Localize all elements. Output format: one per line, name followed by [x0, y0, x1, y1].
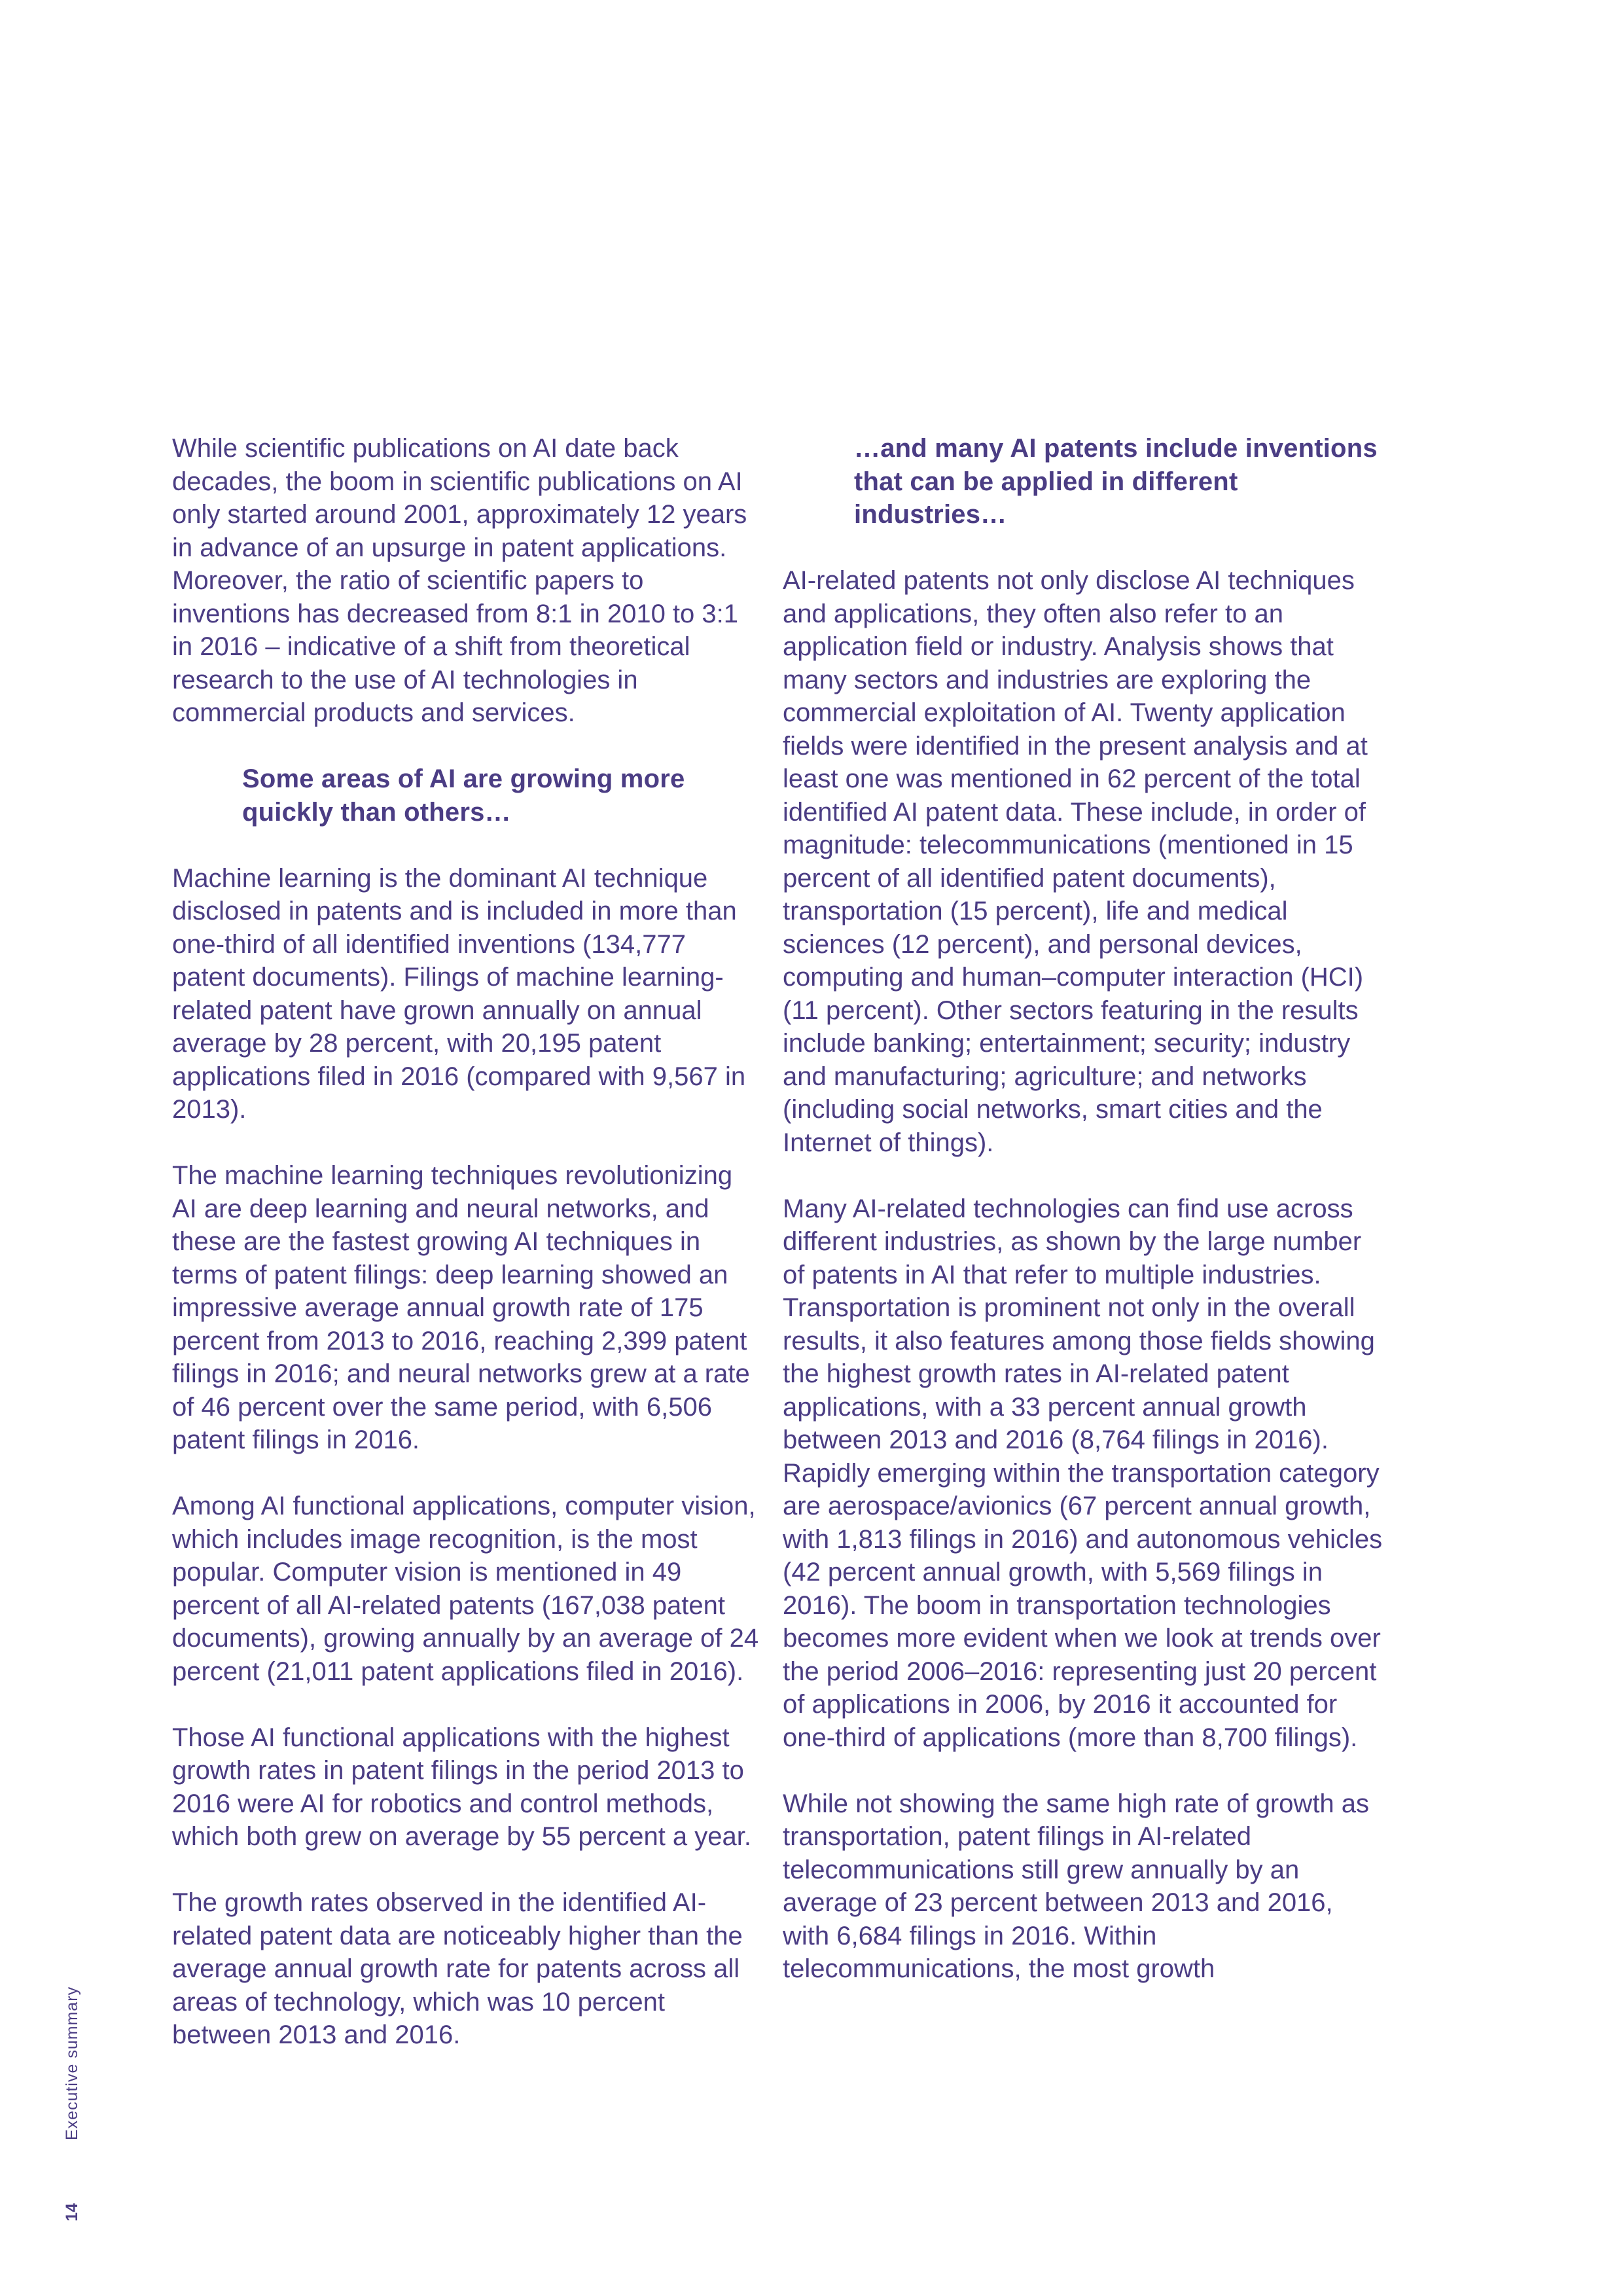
right-column	[783, 432, 1385, 2018]
section-heading: Some areas of AI are growing more quickly than others…	[242, 764, 685, 827]
section-heading: …and many AI patents include inventions that can be applied in different industries…	[854, 434, 1378, 529]
paragraph: Among AI functional applications, computer vision, which includes image recognition, is the most popular. Computer vision is mentioned in 49 percent of all AI-related patents (167,038 patent documents), growing annually by an average of 24 percent (21,011 patent applications filed in 2016).	[172, 1492, 759, 1686]
paragraph: Many AI-related technologies can find use across different industries, as shown by the large number of patents in AI that refer to multiple industries. Transportation is prominent not only in the overall results, it also features among those fields showing the highest growth rates in AI-related patent applications, with a 33 percent annual growth between 2013 and 2016 (8,764 filings in 2016). Rapidly emerging within the transportation category are aerospace/avionics (67 percent annual growth, with 1,813 filings in 2016) and autonomous vehicles (42 percent annual growth, with 5,569 filings in 2016). The boom in transportation technologies becomes more evident when we look at trends over the period 2006–2016: representing just 20 percent of applications in 2006, by 2016 it accounted for one-third of applications (more than 8,700 filings).	[783, 1194, 1383, 1752]
paragraph: AI-related patents not only disclose AI techniques and applications, they often also refer to an application field or industry. Analysis shows that many sectors and industries are exploring the commercial exploitation of AI. Twenty application fields were identified in the present analysis and at least one was mentioned in 62 percent of the total identified AI patent data. These include, in order of magnitude: telecommunications (mentioned in 15 percent of all identified patent documents), transportation (15 percent), life and medical sciences (12 percent), and personal devices, computing and human–computer interaction (HCI) (11 percent). Other sectors featuring in the results include banking; entertainment; security; industry and manufacturing; agriculture; and networks (including social networks, smart cities and the Internet of things).	[783, 566, 1368, 1157]
page-number: 14	[63, 2203, 81, 2221]
paragraph: Those AI functional applications with the highest growth rates in patent filings in the period 2013 to 2016 were AI for robotics and control methods, which both grew on average by 55 percent a year.	[172, 1723, 751, 1851]
paragraph: The growth rates observed in the identified AI-related patent data are noticeably higher than the average annual growth rate for patents across all areas of technology, which was 10 percent between 2013 and 2016.	[172, 1888, 743, 2049]
paragraph: Machine learning is the dominant AI technique disclosed in patents and is included in more than one-third of all identified inventions (134,777 patent documents). Filings of machine learning-related patent have grown annually on annual average by 28 percent, with 20,195 patent applications filed in 2016 (compared with 9,567 in 2013).	[172, 863, 746, 1124]
paragraph: While not showing the same high rate of growth as transportation, patent filings in AI-related telecommunications still grew annually by an average of 23 percent between 2013 and 2016, with 6,684 filings in 2016. Within telecommunications, the most growth	[783, 1789, 1370, 1983]
paragraph: While scientific publications on AI date back decades, the boom in scientific publications on AI only started around 2001, approximately 12 years in advance of an upsurge in patent applications. Moreover, the ratio of scientific papers to inventions has decreased from 8:1 in 2010 to 3:1 in 2016 – indicative of a shift from theoretical research to the use of AI technologies in commercial products and services.	[172, 434, 747, 727]
section-label: Executive summary	[63, 1986, 81, 2140]
paragraph: The machine learning techniques revolutionizing AI are deep learning and neural networks, and these are the fastest growing AI techniques in terms of patent filings: deep learning showed an impressive average annual growth rate of 175 percent from 2013 to 2016, reaching 2,399 patent filings in 2016; and neural networks grew at a rate of 46 percent over the same period, with 6,506 patent filings in 2016.	[172, 1161, 750, 1454]
left-column	[172, 432, 761, 2085]
